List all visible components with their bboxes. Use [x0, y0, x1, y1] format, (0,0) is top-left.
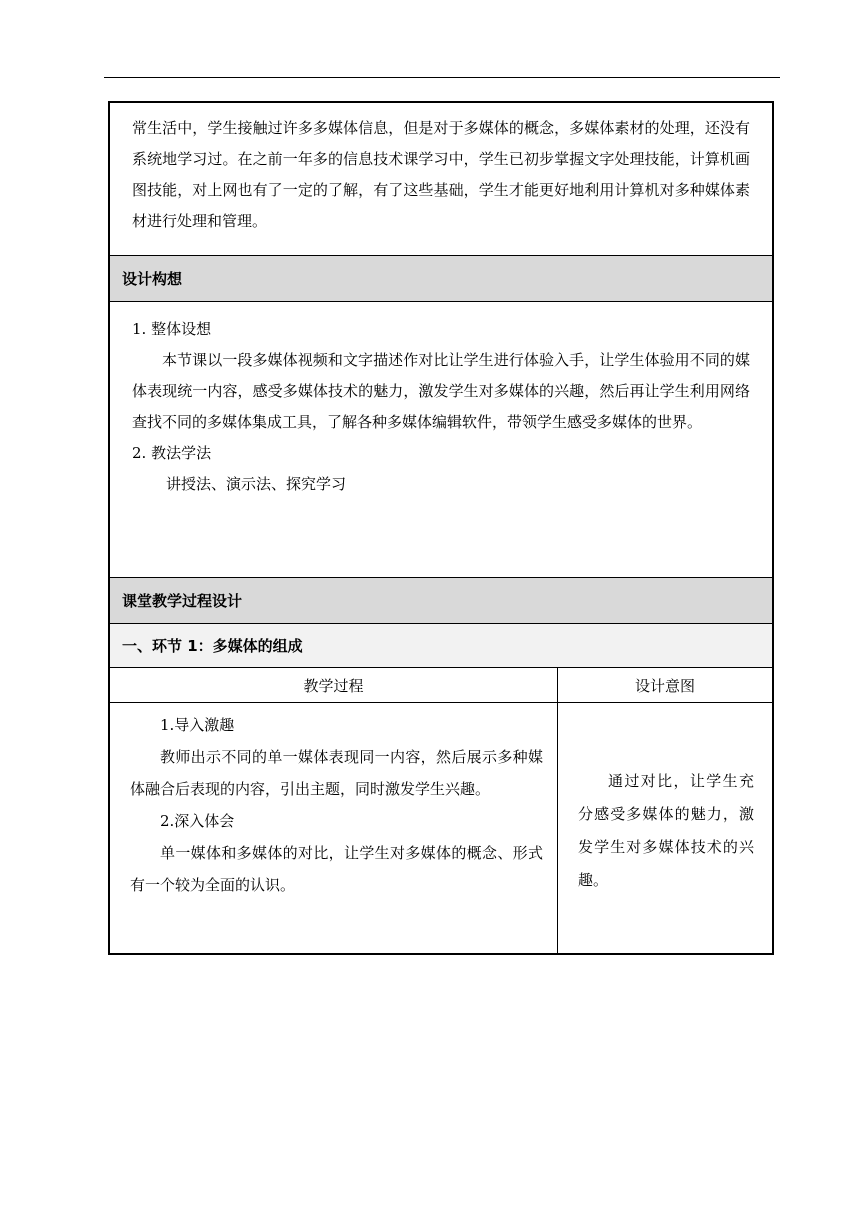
intro-paragraph: 常生活中，学生接触过许多多媒体信息，但是对于多媒体的概念，多媒体素材的处理，还没有系统地学习过。在之前一年多的信息技术课学习中，学生已初步掌握文字处理技能，计算机画图技能，对上网也有了一定的了解，有了这些基础，学生才能更好地利用计算机对多种媒体素材进行处理和管理。 — [132, 119, 750, 230]
sub2-text: 单一媒体和多媒体的对比，让学生对多媒体的概念、形式有一个较为全面的认识。 — [130, 844, 543, 894]
student-analysis-section — [110, 103, 772, 255]
item1-text: 本节课以一段多媒体视频和文字描述作对比让学生进行体验入手，让学生体验用不同的媒体表现统一内容，感受多媒体技术的魅力，激发学生对多媒体的兴趣，然后再让学生利用网络查找不同的多媒体集成工具，了解各种多媒体编辑软件，带领学生感受多媒体的世界。 — [132, 351, 750, 431]
item2-title: 2. 教法学法 — [132, 444, 212, 462]
design-section — [110, 301, 772, 577]
process-cell — [110, 703, 557, 901]
intent-cell — [558, 703, 772, 897]
header-rule — [104, 77, 780, 78]
lesson-plan-table — [108, 101, 774, 955]
process-column — [110, 668, 558, 954]
process-heading: 课堂教学过程设计 — [110, 577, 772, 623]
process-table — [110, 667, 772, 954]
intent-text: 通过对比，让学生充分感受多媒体的魅力，激发学生对多媒体技术的兴趣。 — [578, 772, 754, 889]
intent-column — [558, 668, 772, 954]
sub2-title: 2.深入体会 — [160, 812, 235, 830]
item2-text: 讲授法、演示法、探究学习 — [166, 475, 347, 493]
column-header-intent: 设计意图 — [558, 668, 772, 703]
step-heading: 一、环节 1：多媒体的组成 — [110, 623, 772, 667]
item1-title: 1. 整体设想 — [132, 320, 212, 338]
sub1-text: 教师出示不同的单一媒体表现同一内容，然后展示多种媒体融合后表现的内容，引出主题，同时激发学生兴趣。 — [130, 748, 543, 798]
sub1-title: 1.导入激趣 — [160, 716, 235, 734]
column-header-process: 教学过程 — [110, 668, 557, 703]
design-heading: 设计构想 — [110, 255, 772, 301]
